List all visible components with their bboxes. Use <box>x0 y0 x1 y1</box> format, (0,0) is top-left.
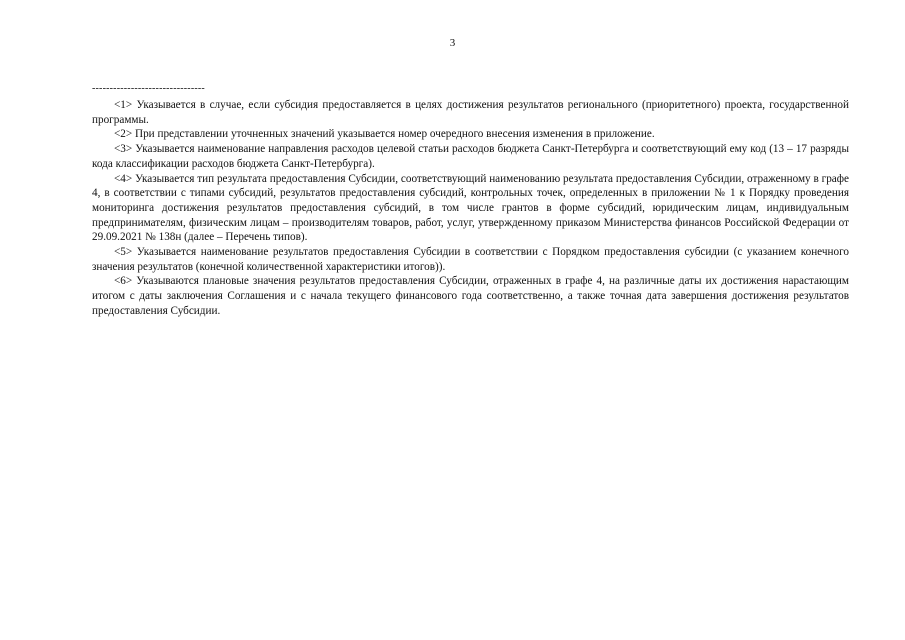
footnote-separator: -------------------------------- <box>92 83 205 94</box>
page-number: 3 <box>449 37 456 49</box>
footnote-6: <6> Указываются плановые значения результатов предоставления Субсидии, отраженных в графе 4, на различные даты их достижения нарастающим итогом с даты заключения Соглашения и с начала текущего финансового года соответственно, а также точная дата завершения достижения результатов предоставления Субсидии. <box>92 275 849 317</box>
footnote-2: <2> При представлении уточненных значений указывается номер очередного внесения изменения в приложение. <box>114 128 655 141</box>
footnote-3: <3> Указывается наименование направления расходов целевой статьи расходов бюджета Санкт-Петербурга и соответствующий ему код (13 – 17 разряды кода классификации расходов бюджета Санкт-Петербурга). <box>92 143 849 170</box>
footnote-5: <5> Указывается наименование результатов предоставления Субсидии в соответствии с Порядком предоставления субсидии (с указанием конечного значения результатов (конечной количественной характеристики итогов)). <box>92 246 849 273</box>
footnote-1: <1> Указывается в случае, если субсидия предоставляется в целях достижения результатов регионального (приоритетного) проекта, государственной программы. <box>92 99 849 126</box>
footnote-4: <4> Указывается тип результата предоставления Субсидии, соответствующий наименованию результата предоставления Субсидии, отраженному в графе 4, в соответствии с типами субсидий, результатов предоставления субсидий, контрольных точек, определенных в приложении № 1 к Порядку проведения мониторинга достижения результатов предоставления субсидий, в том числе грантов в форме субсидий, юридическим лицам, индивидуальным предпринимателям, физическим лицам – производителям товаров, работ, услуг, утвержденному приказом Министерства финансов Российской Федерации от 29.09.2021 № 138н (далее – Перечень типов). <box>92 172 849 244</box>
footnotes-section <box>92 98 849 319</box>
